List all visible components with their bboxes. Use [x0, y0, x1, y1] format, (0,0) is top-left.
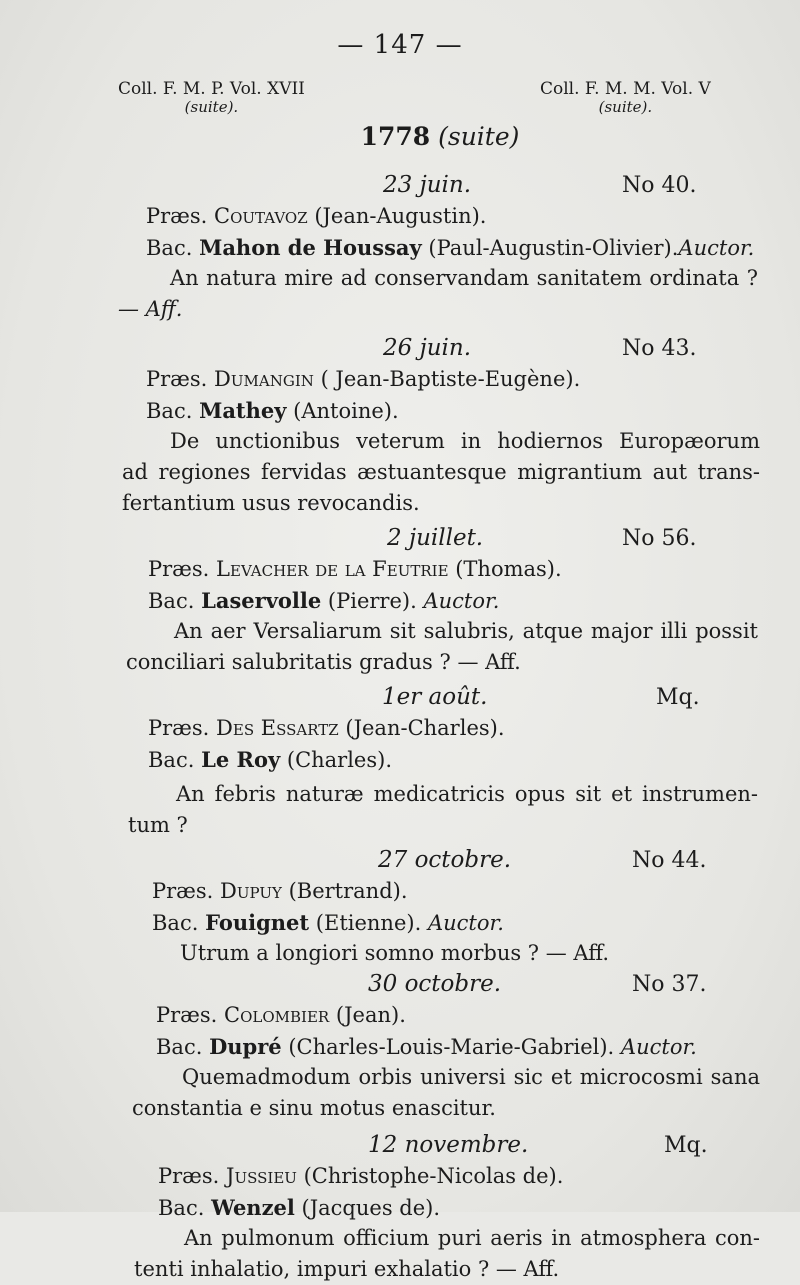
- praeses-line: [158, 1161, 563, 1192]
- bachelor-label: Bac.: [148, 589, 195, 613]
- thesis-entries: [0, 170, 800, 1285]
- praeses-line: [152, 876, 408, 907]
- bachelor-name: Wenzel: [211, 1195, 295, 1220]
- praeses-first: (Jean-Charles).: [345, 716, 505, 740]
- year-value: 1778: [360, 122, 431, 151]
- collection-left-text: Coll. F. M. P. Vol. XVII: [118, 79, 305, 99]
- thesis-line: An pulmonum officium puri aeris in atmosphera con-: [184, 1226, 760, 1250]
- entry-date: 30 octobre.: [368, 971, 502, 997]
- praeses-name: Dumangin: [214, 367, 314, 391]
- auctor-label: Auctor.: [678, 236, 755, 260]
- thesis-line: An natura mire ad conservandam sanitatem ordinata ?: [170, 266, 758, 290]
- bachelor-first: (Etienne).: [315, 911, 422, 935]
- bachelor-line: [146, 232, 754, 264]
- praeses-line: [148, 554, 562, 585]
- entry-number: No 37.: [632, 972, 707, 997]
- thesis-line: fertantium usus revocandis.: [122, 491, 420, 515]
- praeses-line: [146, 201, 486, 232]
- entry-number: Mq.: [656, 685, 700, 710]
- praeses-line: [156, 1000, 406, 1031]
- praeses-name: Des Essartz: [216, 716, 339, 740]
- thesis-entry: [0, 333, 800, 519]
- entry-date: 2 juillet.: [387, 525, 484, 551]
- bachelor-line: [158, 1192, 440, 1224]
- entry-date: 23 juin.: [383, 172, 472, 198]
- collection-right-sub: (suite).: [598, 98, 653, 116]
- entry-number: No 40.: [622, 173, 697, 198]
- bachelor-first: (Pierre).: [327, 589, 417, 613]
- praeses-first: (Christophe-Nicolas de).: [303, 1164, 564, 1188]
- praeses-first: ( Jean-Baptiste-Eugène).: [320, 367, 581, 391]
- bachelor-label: Bac.: [156, 1035, 203, 1059]
- entry-number: No 56.: [622, 526, 697, 551]
- thesis-entry: [0, 170, 800, 325]
- praeses-line: [146, 364, 580, 395]
- year-suffix: (suite): [438, 122, 520, 151]
- bachelor-name: Fouignet: [205, 910, 310, 935]
- bachelor-line: [156, 1031, 697, 1063]
- bachelor-first: (Jacques de).: [301, 1196, 441, 1220]
- collection-left: [118, 80, 305, 116]
- thesis-line: constantia e sinu motus enascitur.: [132, 1096, 496, 1120]
- thesis-line: An febris naturæ medicatricis opus sit et instrumen-: [176, 782, 758, 806]
- thesis-line: De unctionibus veterum in hodiernos Europæorum: [170, 429, 760, 453]
- entry-number: No 43.: [622, 336, 697, 361]
- thesis-line: Quemadmodum orbis universi sic et microcosmi sana: [182, 1065, 760, 1089]
- thesis-entry: [0, 682, 800, 841]
- bachelor-label: Bac.: [152, 911, 199, 935]
- collection-left-sub: (suite).: [184, 98, 239, 116]
- thesis-entry: [0, 523, 800, 678]
- praeses-label: Præs.: [148, 557, 210, 581]
- praeses-line: [148, 713, 505, 744]
- praeses-name: Colombier: [224, 1003, 330, 1027]
- entry-date: 27 octobre.: [378, 847, 512, 873]
- bachelor-name: Laservolle: [201, 588, 322, 613]
- entry-number: Mq.: [664, 1133, 708, 1158]
- praeses-label: Præs.: [146, 204, 208, 228]
- entry-date: 12 novembre.: [368, 1132, 529, 1158]
- bachelor-label: Bac.: [158, 1196, 205, 1220]
- thesis-line: ad regiones fervidas æstuantesque migrantium aut trans-: [122, 460, 760, 484]
- praeses-label: Præs.: [148, 716, 210, 740]
- praeses-name: Jussieu: [226, 1164, 297, 1188]
- thesis-line: tenti inhalatio, impuri exhalatio ? — Aff.: [134, 1257, 560, 1281]
- auctor-label: Auctor.: [620, 1035, 697, 1059]
- bachelor-first: (Charles-Louis-Marie-Gabriel).: [288, 1035, 615, 1059]
- entry-date: 26 juin.: [383, 335, 472, 361]
- bachelor-name: Dupré: [209, 1034, 282, 1059]
- bachelor-first: (Paul-Augustin-Olivier).: [428, 236, 679, 260]
- collection-right: [540, 80, 711, 116]
- page-number: — 147 —: [337, 30, 463, 60]
- praeses-label: Præs.: [152, 879, 214, 903]
- bachelor-name: Mahon de Houssay: [199, 235, 422, 260]
- bachelor-label: Bac.: [146, 236, 193, 260]
- bachelor-first: (Charles).: [286, 748, 393, 772]
- year-heading: [0, 122, 800, 151]
- praeses-first: (Jean-Augustin).: [314, 204, 487, 228]
- praeses-first: (Bertrand).: [288, 879, 408, 903]
- bachelor-line: [148, 744, 392, 776]
- thesis-entry: [0, 845, 800, 969]
- praeses-first: (Jean).: [335, 1003, 406, 1027]
- collection-right-text: Coll. F. M. M. Vol. V: [540, 79, 711, 99]
- thesis-line: conciliari salubritatis gradus ? — Aff.: [126, 650, 521, 674]
- bachelor-line: [148, 585, 499, 617]
- thesis-line: tum ?: [128, 813, 188, 837]
- thesis-line: An aer Versaliarum sit salubris, atque major illi possit: [174, 619, 758, 643]
- bachelor-first: (Antoine).: [293, 399, 399, 423]
- bachelor-name: Mathey: [199, 398, 287, 423]
- praeses-label: Præs.: [158, 1164, 220, 1188]
- entry-number: No 44.: [632, 848, 707, 873]
- bachelor-line: [146, 395, 399, 427]
- praeses-label: Præs.: [146, 367, 208, 391]
- entry-date: 1er août.: [382, 684, 488, 710]
- praeses-name: Coutavoz: [214, 204, 308, 228]
- thesis-entry: [0, 969, 800, 1124]
- thesis-entry: [0, 1130, 800, 1285]
- thesis-line: Utrum a longiori somno morbus ? — Aff.: [180, 941, 610, 965]
- bachelor-label: Bac.: [148, 748, 195, 772]
- praeses-name: Dupuy: [220, 879, 282, 903]
- praeses-first: (Thomas).: [455, 557, 562, 581]
- thesis-line: — Aff.: [118, 297, 183, 321]
- praeses-label: Præs.: [156, 1003, 218, 1027]
- bachelor-line: [152, 907, 504, 939]
- bachelor-name: Le Roy: [201, 747, 281, 772]
- auctor-label: Auctor.: [427, 911, 504, 935]
- bachelor-label: Bac.: [146, 399, 193, 423]
- praeses-name: Levacher de la Feutrie: [216, 557, 449, 581]
- auctor-label: Auctor.: [423, 589, 500, 613]
